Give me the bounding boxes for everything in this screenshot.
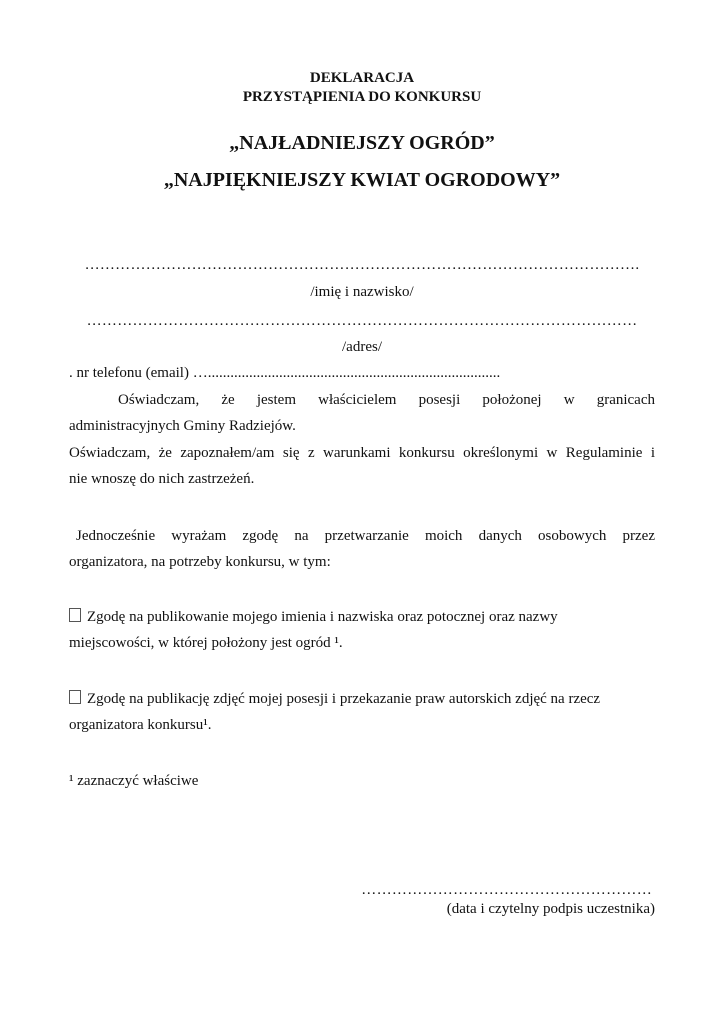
phone-email-line[interactable]: . nr telefonu (email) …..............................................................................: [69, 365, 501, 381]
consent-photos-line2: organizatora konkursu¹.: [69, 717, 212, 733]
consent-name-text: Zgodę na publikowanie mojego imienia i nazwiska oraz potocznej oraz nazwy: [87, 609, 558, 625]
statement-ownership-line1: Oświadczam, że jestem właścicielem posesji położonej w granicach: [118, 392, 655, 408]
address-label: /adres/: [342, 339, 382, 355]
statement-consent-line1: Jednocześnie wyrażam zgodę na przetwarzanie moich danych osobowych przez: [76, 528, 655, 544]
signature-fill-line[interactable]: …………………………………………………: [361, 882, 652, 898]
statement-rules-line2: nie wnoszę do nich zastrzeżeń.: [69, 471, 255, 487]
contest-title-garden: „NAJŁADNIEJSZY OGRÓD”: [229, 132, 495, 154]
consent-photos-text: Zgodę na publikację zdjęć mojej posesji i przekazanie praw autorskich zdjęć na rzecz: [87, 691, 601, 707]
contest-title-flower: „NAJPIĘKNIEJSZY KWIAT OGRODOWY”: [163, 169, 561, 191]
consent-photos-line1: [69, 690, 600, 708]
checkbox-consent-name[interactable]: [69, 608, 81, 622]
name-label: /imię i nazwisko/: [310, 284, 414, 300]
consent-name-line2: miejscowości, w której położony jest ogród ¹.: [69, 635, 343, 651]
header-line-declaration: DEKLARACJA: [309, 70, 415, 86]
signature-label: (data i czytelny podpis uczestnika): [446, 901, 655, 917]
address-fill-line[interactable]: ………………………………………………………………………………………………: [86, 313, 638, 329]
statement-rules-line1: Oświadczam, że zapoznałem/am się z warunkami konkursu określonymi w Regulaminie i: [69, 445, 655, 461]
checkbox-consent-photos[interactable]: [69, 690, 81, 704]
statement-ownership-line2: administracyjnych Gminy Radziejów.: [69, 418, 296, 434]
header-line-accession: PRZYSTĄPIENIA DO KONKURSU: [242, 89, 482, 105]
name-fill-line[interactable]: ……………………………………………………………………………………………….: [84, 257, 640, 273]
consent-name-line1: [69, 608, 558, 626]
statement-consent-line2: organizatora, na potrzeby konkursu, w tym:: [69, 554, 331, 570]
footnote: ¹ zaznaczyć właściwe: [69, 773, 199, 789]
